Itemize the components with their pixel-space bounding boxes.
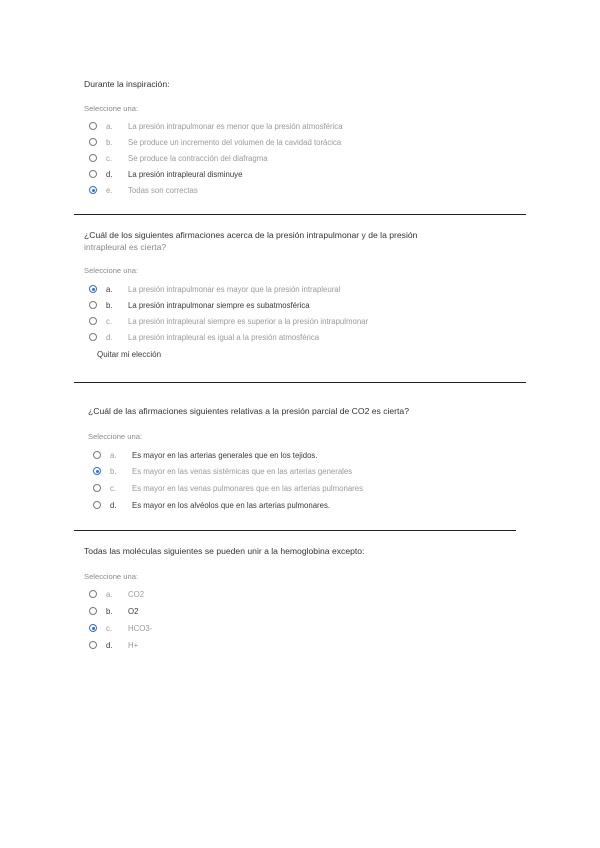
option-text: Es mayor en las venas pulmonares que en las arterias pulmonares	[132, 483, 363, 493]
option-text: HCO3-	[128, 623, 153, 633]
radio-icon[interactable]	[89, 301, 97, 309]
question-2-prompt: Seleccione una:	[84, 266, 139, 275]
separator-line	[74, 382, 526, 383]
question-4-text: Todas las moléculas siguientes se pueden unir a la hemoglobina excepto:	[84, 546, 365, 556]
option-text: Se produce un incremento del volumen de la cavidad torácica	[128, 137, 342, 147]
question-2-text-line-1: ¿Cuál de los siguientes afirmaciones acerca de la presión intrapulmonar y de la presión	[84, 230, 418, 240]
option-text: La presión intrapleural disminuye	[128, 169, 243, 179]
radio-icon[interactable]	[89, 317, 97, 325]
option-text: H+	[128, 640, 139, 650]
radio-icon[interactable]	[89, 607, 97, 615]
option-text: CO2	[128, 589, 145, 599]
option-letter: a.	[106, 121, 113, 131]
radio-icon[interactable]	[89, 333, 97, 341]
option-letter: b.	[106, 606, 113, 616]
option-text: Es mayor en las arterias generales que en los tejidos.	[132, 450, 318, 460]
question-2-text-line-2: intrapleural es cierta?	[84, 242, 167, 252]
radio-icon[interactable]	[89, 122, 97, 130]
option-text: Es mayor en las venas sistémicas que en las arterias generales	[132, 466, 353, 476]
radio-selected-icon[interactable]	[89, 186, 97, 194]
question-4-option-b[interactable]	[89, 605, 138, 617]
radio-icon[interactable]	[89, 590, 97, 598]
option-text: La presión intrapulmonar siempre es subatmosférica	[128, 300, 310, 310]
radio-icon[interactable]	[93, 484, 101, 492]
question-4-prompt: Seleccione una:	[84, 572, 139, 581]
option-text: Es mayor en los alvéolos que en las arterias pulmonares.	[132, 500, 331, 510]
separator-line	[74, 214, 526, 215]
option-text: Se produce la contracción del diafragma	[128, 153, 268, 163]
option-letter: a.	[106, 589, 113, 599]
question-1-option-d[interactable]	[89, 168, 242, 180]
option-letter: d.	[110, 500, 117, 510]
option-letter: c.	[110, 483, 117, 493]
option-letter: a.	[110, 450, 117, 460]
radio-icon[interactable]	[89, 138, 97, 146]
question-4-option-a[interactable]	[89, 588, 144, 600]
question-4-option-d[interactable]	[89, 639, 138, 651]
option-letter: b.	[106, 300, 113, 310]
option-text: La presión intrapulmonar es mayor que la presión intrapleural	[128, 284, 341, 294]
option-letter: c.	[106, 316, 113, 326]
question-3-text: ¿Cuál de las afirmaciones siguientes relativas a la presión parcial de CO2 es cierta?	[88, 406, 409, 416]
option-letter: a.	[106, 284, 113, 294]
question-1-text: Durante la inspiración:	[84, 79, 170, 89]
option-letter: e.	[106, 185, 113, 195]
question-1-option-e[interactable]	[89, 184, 198, 196]
option-letter: d.	[106, 640, 113, 650]
option-text: Todas son correctas	[128, 185, 198, 195]
radio-selected-icon[interactable]	[93, 467, 101, 475]
question-3-option-c[interactable]	[93, 482, 363, 494]
radio-icon[interactable]	[89, 641, 97, 649]
option-text: La presión intrapleural siempre es superior a la presión intrapulmonar	[128, 316, 369, 326]
radio-icon[interactable]	[89, 154, 97, 162]
option-text: La presión intrapulmonar es menor que la presión atmosférica	[128, 121, 343, 131]
option-letter: d.	[106, 169, 113, 179]
question-3-prompt: Seleccione una:	[88, 432, 143, 441]
question-2-option-c[interactable]	[89, 315, 368, 327]
radio-selected-icon[interactable]	[89, 285, 97, 293]
question-1-prompt: Seleccione una:	[84, 104, 139, 113]
clear-choice-link[interactable]: Quitar mi elección	[97, 350, 162, 359]
question-3-option-a[interactable]	[93, 449, 318, 461]
question-3-option-b[interactable]	[93, 465, 352, 477]
separator-line	[74, 530, 516, 531]
radio-icon[interactable]	[89, 170, 97, 178]
option-text: O2	[128, 606, 139, 616]
question-1-option-a[interactable]	[89, 120, 343, 132]
option-letter: d.	[106, 332, 113, 342]
radio-icon[interactable]	[93, 501, 101, 509]
question-1-option-c[interactable]	[89, 152, 268, 164]
option-letter: c.	[106, 623, 113, 633]
question-2-option-b[interactable]	[89, 299, 310, 311]
question-2-option-d[interactable]	[89, 331, 319, 343]
question-2-option-a[interactable]	[89, 283, 340, 295]
option-text: La presión intrapleural es igual a la presión atmosférica	[128, 332, 320, 342]
option-letter: b.	[106, 137, 113, 147]
radio-selected-icon[interactable]	[89, 624, 97, 632]
option-letter: b.	[110, 466, 117, 476]
question-1-option-b[interactable]	[89, 136, 341, 148]
question-3-option-d[interactable]	[93, 499, 330, 511]
question-4-option-c[interactable]	[89, 622, 152, 634]
radio-icon[interactable]	[93, 451, 101, 459]
option-letter: c.	[106, 153, 113, 163]
